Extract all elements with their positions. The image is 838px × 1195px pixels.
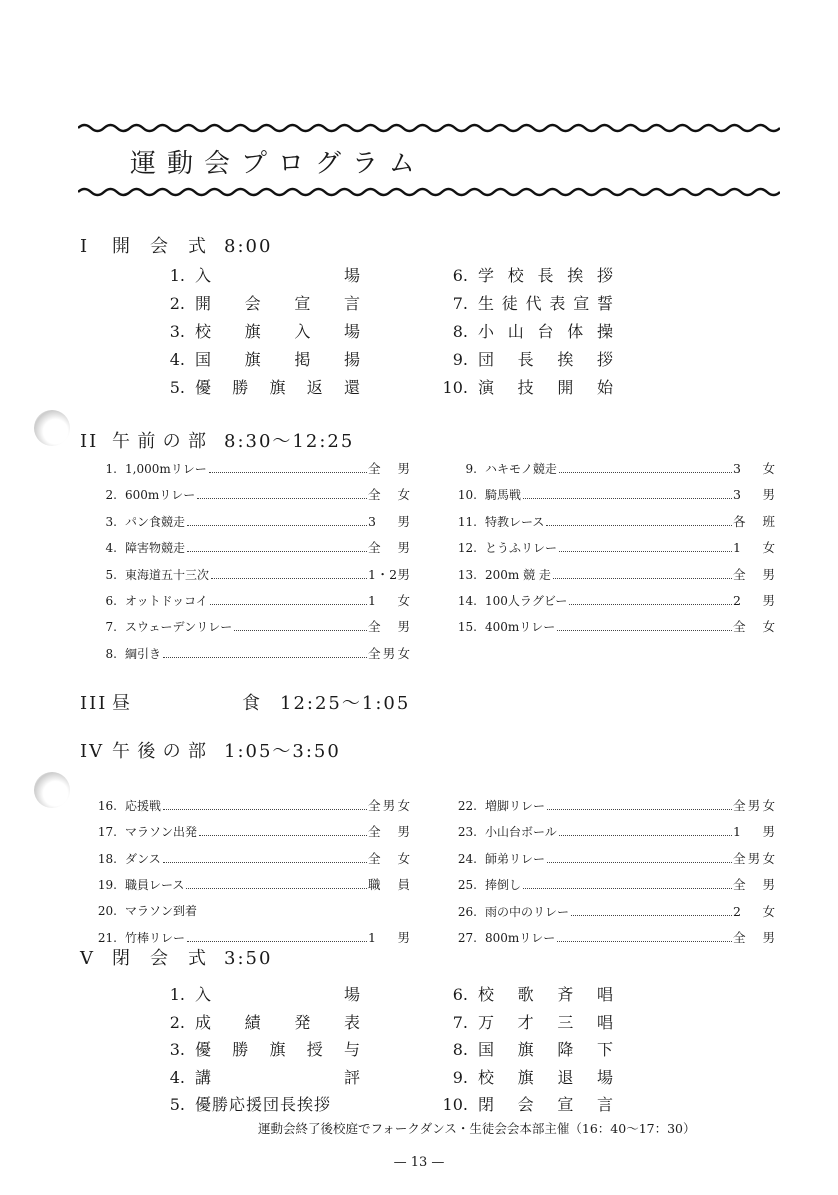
item-number: 11. <box>457 514 477 529</box>
section-time: 1:05～3:50 <box>224 741 341 762</box>
dot-leader <box>569 604 732 605</box>
program-item <box>157 263 360 286</box>
section-header <box>80 232 272 258</box>
page-title: 運動会プログラム <box>130 149 426 179</box>
program-item <box>157 375 360 398</box>
dot-leader <box>187 551 367 552</box>
item-name: 優勝旗返還 <box>195 378 360 397</box>
program-item <box>455 928 775 946</box>
item-name: ハキモノ競走 <box>485 462 557 476</box>
item-name: 捧倒し <box>485 878 522 893</box>
item-participants: 2 女 <box>733 903 775 919</box>
section-time: 8:00 <box>224 236 273 257</box>
item-number: 8. <box>452 322 468 341</box>
item-number: 6. <box>105 594 117 608</box>
dot-leader <box>523 498 732 499</box>
item-participants: 全男 <box>368 540 410 556</box>
item-number: 4. <box>169 1067 185 1087</box>
item-number: 23. <box>457 825 477 840</box>
program-item <box>440 1065 613 1088</box>
item-number: 5. <box>169 1095 185 1114</box>
punch-hole <box>34 772 70 808</box>
item-participants: 全女 <box>733 619 775 635</box>
item-name: スウェーデンリレー <box>125 620 233 635</box>
item-number: 10. <box>457 488 477 503</box>
item-number: 1. <box>169 266 185 285</box>
program-item <box>440 319 613 342</box>
program-item <box>455 849 775 867</box>
item-name: 校旗退場 <box>478 1067 613 1087</box>
item-number: 8. <box>452 1040 468 1059</box>
section-name: 午後の部 <box>112 741 208 762</box>
wavy-border-bottom <box>78 184 780 200</box>
section-name: 昼 食 <box>112 693 262 714</box>
dot-leader <box>187 525 367 526</box>
item-number: 1. <box>169 985 185 1004</box>
item-name: 国旗掲揚 <box>195 350 360 369</box>
item-number: 7. <box>452 294 468 313</box>
dot-leader <box>163 809 367 810</box>
item-number: 18. <box>97 851 117 866</box>
program-item <box>95 512 410 530</box>
item-name: マラソン到着 <box>125 903 198 918</box>
item-name: 600mリレー <box>125 488 196 503</box>
item-participants: 3 女 <box>733 461 775 476</box>
item-name: 生徒代表宣誓 <box>478 294 613 313</box>
item-participants: 1 男 <box>733 824 775 840</box>
item-number: 1. <box>105 462 117 476</box>
item-name: 入場 <box>195 985 360 1004</box>
program-item <box>440 291 613 314</box>
dot-leader <box>559 835 732 836</box>
program-item <box>157 1010 360 1033</box>
dot-leader <box>210 604 367 605</box>
item-participants: 1 女 <box>368 593 410 608</box>
program-item <box>455 902 775 920</box>
item-number: 5. <box>169 378 185 397</box>
item-number: 3. <box>105 514 117 529</box>
program-item <box>95 538 410 556</box>
wavy-border-top <box>78 120 780 136</box>
item-participants: 全女 <box>368 487 410 503</box>
section-header <box>80 427 354 453</box>
item-name: 師弟リレー <box>485 851 546 866</box>
item-participants: 全男 <box>368 461 410 476</box>
program-item <box>157 1037 360 1060</box>
dot-leader <box>553 578 732 579</box>
item-name: 雨の中のリレー <box>485 904 570 919</box>
dot-leader <box>199 835 367 836</box>
program-item <box>440 982 613 1005</box>
program-item <box>455 796 775 814</box>
section-time: 3:50 <box>224 948 273 969</box>
item-number: 2. <box>105 488 117 503</box>
dot-leader <box>209 472 367 473</box>
section-name: 閉会式 <box>112 948 208 969</box>
item-participants: 全男 <box>368 619 410 635</box>
item-name: とうふリレー <box>485 541 558 556</box>
dot-leader <box>547 862 732 863</box>
dot-leader <box>547 809 732 810</box>
dot-leader <box>557 630 732 631</box>
item-name: 増脚リレー <box>485 799 546 813</box>
item-number: 27. <box>457 931 477 945</box>
item-number: 17. <box>97 825 117 840</box>
item-name: パン食競走 <box>125 514 186 529</box>
program-item <box>455 875 775 893</box>
item-number: 6. <box>452 266 468 285</box>
program-item <box>440 347 613 370</box>
item-participants: 全男 <box>368 824 410 840</box>
program-item <box>455 565 775 583</box>
dot-leader <box>186 888 367 889</box>
item-participants: 全女 <box>368 850 410 866</box>
item-participants: 3 男 <box>368 513 410 529</box>
item-number: 3. <box>169 322 185 341</box>
item-name: 綱引き <box>125 646 162 661</box>
item-name: 学校長挨拶 <box>478 266 613 285</box>
item-name: 特教レース <box>485 514 545 529</box>
dot-leader <box>557 941 732 942</box>
program-item <box>95 822 410 840</box>
program-item <box>157 1092 360 1115</box>
item-number: 7. <box>105 620 117 635</box>
item-number: 12. <box>457 541 477 556</box>
item-number: 20. <box>97 903 117 918</box>
program-item <box>455 538 775 556</box>
item-number: 4. <box>169 350 185 369</box>
item-participants: 全男女 <box>368 645 410 661</box>
item-number: 10. <box>442 1095 468 1114</box>
item-participants: 1 男 <box>368 930 410 945</box>
item-name: 講評 <box>195 1067 360 1087</box>
item-number: 3. <box>169 1040 185 1059</box>
item-participants: 各班 <box>733 513 775 529</box>
program-item <box>95 849 410 867</box>
program-item <box>157 982 360 1005</box>
item-name: 800mリレー <box>485 931 556 945</box>
item-name: 騎馬戦 <box>485 488 522 503</box>
item-number: 19. <box>97 878 117 893</box>
item-name: 演技開始 <box>478 378 613 397</box>
item-name: 校歌斉唱 <box>478 985 613 1004</box>
item-number: 5. <box>105 567 117 582</box>
item-participants: 3 男 <box>733 487 775 503</box>
item-number: 21. <box>97 931 117 945</box>
item-participants: 全男女 <box>733 798 775 813</box>
program-item <box>157 1065 360 1088</box>
item-name: 100人ラグビー <box>485 594 568 608</box>
program-item <box>95 902 410 919</box>
program-item <box>95 644 410 662</box>
dot-leader <box>559 472 732 473</box>
item-number: 26. <box>457 904 477 919</box>
item-participants: 職員 <box>368 877 410 893</box>
item-name: 団長挨拶 <box>478 350 613 369</box>
item-participants: 全男 <box>733 877 775 893</box>
item-name: 閉会宣言 <box>478 1095 613 1114</box>
section-numeral: V <box>80 948 95 969</box>
program-item <box>157 291 360 314</box>
item-number: 9. <box>465 462 477 476</box>
dot-leader <box>163 657 367 658</box>
program-item <box>455 485 775 503</box>
dot-leader <box>187 941 367 942</box>
program-item <box>440 1010 613 1033</box>
dot-leader <box>197 498 367 499</box>
item-name: オットドッコイ <box>125 594 208 608</box>
item-name: 小山台ボール <box>485 825 557 840</box>
dot-leader <box>163 862 367 863</box>
item-name: 国旗降下 <box>478 1040 613 1059</box>
item-name: 応援戦 <box>125 799 162 813</box>
item-participants: 全男女 <box>733 850 775 866</box>
program-item <box>455 617 775 635</box>
item-participants: 全男 <box>733 930 775 945</box>
section-header <box>80 944 272 970</box>
item-participants: 全男女 <box>368 798 410 813</box>
section-time: 12:25～1:05 <box>280 693 411 714</box>
program-item <box>440 1037 613 1060</box>
item-number: 16. <box>97 799 117 813</box>
item-name: 優勝応援団長挨拶 <box>195 1095 332 1114</box>
item-number: 15. <box>457 620 477 635</box>
item-name: 400mリレー <box>485 620 556 635</box>
section-numeral: IV <box>80 741 105 762</box>
program-item <box>455 591 775 609</box>
section-time: 8:30～12:25 <box>224 431 355 452</box>
program-item <box>455 822 775 840</box>
program-item <box>95 875 410 893</box>
item-name: 200m 競 走 <box>485 567 551 582</box>
item-number: 8. <box>105 646 117 661</box>
punch-hole <box>34 410 70 446</box>
item-name: 小山台体操 <box>478 322 613 341</box>
item-name: 入場 <box>195 266 360 285</box>
dot-leader <box>211 578 367 579</box>
item-name: 開会宣言 <box>195 294 360 313</box>
program-item <box>95 796 410 814</box>
item-number: 4. <box>105 541 117 556</box>
item-number: 24. <box>457 851 477 866</box>
dot-leader <box>234 630 367 631</box>
item-number: 9. <box>452 1067 468 1087</box>
item-number: 2. <box>169 294 185 313</box>
program-item <box>95 565 410 583</box>
item-name: 優勝旗授与 <box>195 1040 360 1059</box>
page-number: — 13 — <box>393 1155 445 1170</box>
item-name: 校旗入場 <box>195 322 360 341</box>
program-item <box>95 591 410 609</box>
dot-leader <box>546 525 732 526</box>
item-number: 6. <box>452 985 468 1004</box>
section-name: 開会式 <box>112 236 208 257</box>
dot-leader <box>559 551 732 552</box>
item-name: 万才三唱 <box>478 1012 613 1032</box>
program-item <box>440 263 613 286</box>
item-name: 障害物競走 <box>125 541 186 556</box>
program-item <box>440 1092 613 1115</box>
dot-leader <box>571 915 732 916</box>
item-number: 25. <box>457 878 477 893</box>
item-name: 東海道五十三次 <box>125 567 210 582</box>
item-name: 職員レース <box>125 878 185 893</box>
item-participants: 1・2男 <box>368 566 410 582</box>
program-item <box>95 459 410 477</box>
item-participants: 1 女 <box>733 540 775 556</box>
dot-leader <box>523 888 732 889</box>
program-item <box>95 617 410 635</box>
item-name: ダンス <box>125 851 161 866</box>
section-numeral: I <box>80 236 90 257</box>
program-item <box>455 512 775 530</box>
item-number: 7. <box>452 1012 468 1032</box>
item-number: 22. <box>457 799 477 813</box>
item-number: 9. <box>452 350 468 369</box>
item-number: 10. <box>442 378 468 397</box>
section-header <box>80 689 410 715</box>
program-item <box>95 485 410 503</box>
footer-note: 運動会終了後校庭でフォークダンス・生徒会会本部主催（16：40～17：30） <box>258 1121 696 1136</box>
item-name: 1,000mリレー <box>125 462 207 476</box>
program-item <box>157 347 360 370</box>
program-item <box>157 319 360 342</box>
item-number: 2. <box>169 1012 185 1032</box>
program-item <box>440 375 613 398</box>
section-header <box>80 737 341 763</box>
program-item <box>455 459 775 477</box>
item-participants: 全男 <box>733 566 775 582</box>
item-name: マラソン出発 <box>125 825 198 840</box>
item-name: 成績発表 <box>195 1012 360 1032</box>
item-number: 13. <box>457 567 477 582</box>
item-name: 竹棒リレー <box>125 931 186 945</box>
item-participants: 2 男 <box>733 593 775 608</box>
section-numeral: III <box>80 693 108 714</box>
item-number: 14. <box>457 594 477 608</box>
section-numeral: II <box>80 431 99 452</box>
section-name: 午前の部 <box>112 431 208 452</box>
